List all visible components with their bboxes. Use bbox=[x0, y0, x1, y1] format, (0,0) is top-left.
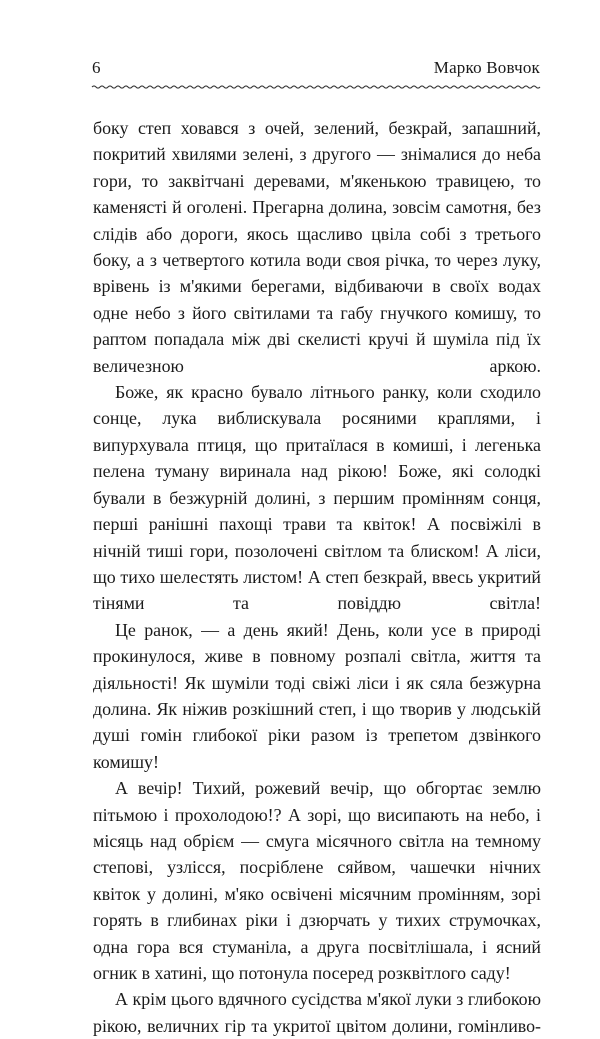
paragraph-3: Це ранок, — а день який! День, коли усе в природі прокинулося, живе в повному розпалі світла, життя та діяльності! Як шуміли тоді свіжі ліси і як сяла безжурна долина. Як ніжив розкішний степ, і що творив у людській душі гомін глибокої ріки разом із трепетом дзвінкого комишу! bbox=[93, 619, 541, 772]
page-number: 6 bbox=[92, 58, 101, 77]
paragraph-4: А вечір! Тихий, рожевий вечір, що обгортає землю пітьмою і прохолодою!? А зорі, що висипають на небо, і місяць над обрієм — смуга місячного світла на темному степові, узлісся, посріблене сяйвом, чашечки нічних квіток у долині, м'яко освічені місячним промінням, зорі горять в глибинах ріки і дзюрчать у тихих струмочках, одна гора вся стуманіла, а друга посвітлішала, і ясний огник в хатині, що потонула посеред розквітлого саду! bbox=[93, 778, 541, 983]
paragraph-5: А крім цього вдячного сусідства м'якої луки з глибокою рікою, величних гір та укритої цвітом долини, гомінливо- bbox=[93, 989, 541, 1036]
body-text bbox=[93, 115, 541, 1039]
paragraph-2: Боже, як красно бувало літнього ранку, коли сходило сонце, лука виблискувала росяними краплями, і випурхувала птиця, що притаїлася в комиші, і легенька пелена туману виринала над рікою! Боже, які солодкі бували в безжурній долині, з першим промінням сонця, перші ранішні пахощі трави та квіток! А посвіжілі в нічній тиші гори, позолочені світлом та блиском! А ліси, що тихо шелестять листом! А степ безкрай, ввесь укритий тінями та повіддю світла! bbox=[93, 382, 541, 614]
paragraph-1: боку степ ховався з очей, зелений, безкрай, запашний, покритий хвилями зелені, з другого — знімалися до неба гори, то заквітчані деревами, м'якенькою травицею, то каменясті й оголені. Прегарна долина, зовсім самотня, без слідів або дороги, якось щасливо цвіла собі з третього боку, а з четвертого котила води своя річка, то через луку, врівень із м'якими берегами, відбиваючи в своїх водах одне небо з його світилами та габу гнучкого комишу, то раптом попадала між дві скелисті кручі й шуміла під їх величезною аркою. bbox=[93, 118, 541, 376]
wavy-header-rule bbox=[92, 82, 540, 92]
running-head-author: Марко Вовчок bbox=[433, 58, 540, 77]
running-head bbox=[92, 58, 540, 84]
